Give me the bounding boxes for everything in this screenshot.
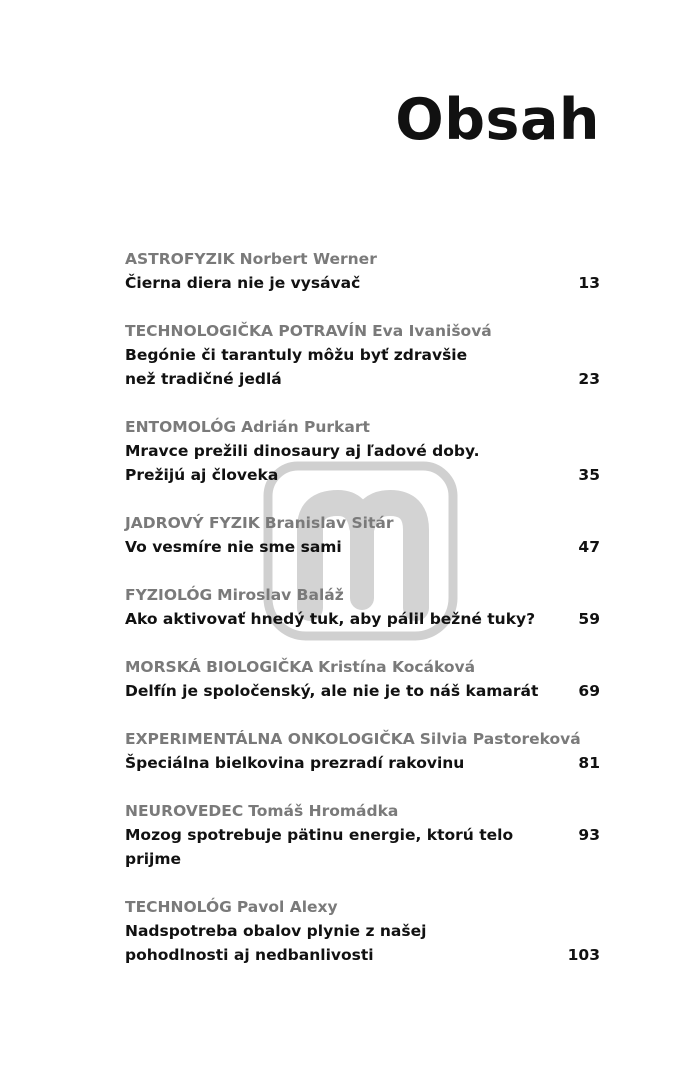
entry-title: Vo vesmíre nie sme sami xyxy=(125,538,342,556)
entry-title-line xyxy=(125,607,600,631)
page-number: 13 xyxy=(578,274,600,292)
author-name: Silvia Pastoreková xyxy=(419,730,581,748)
entry-title-line xyxy=(125,535,600,559)
entry-author xyxy=(125,319,600,343)
entry-title-line xyxy=(125,367,600,391)
entry-title-line xyxy=(125,271,600,295)
author-name: Eva Ivanišová xyxy=(372,322,492,340)
author-role: MORSKÁ BIOLOGIČKA xyxy=(125,658,314,676)
page-number: 69 xyxy=(578,682,600,700)
entry-author xyxy=(125,511,600,535)
entry-title: Špeciálna bielkovina prezradí rakovinu xyxy=(125,754,465,772)
author-name: Branislav Sitár xyxy=(264,514,394,532)
author-name: Adrián Purkart xyxy=(241,418,370,436)
page-number: 103 xyxy=(567,946,600,964)
page-number: 23 xyxy=(578,370,600,388)
entry-title: Prežijú aj človeka xyxy=(125,466,279,484)
entry-title-line xyxy=(125,439,600,463)
author-role: NEUROVEDEC xyxy=(125,802,244,820)
author-name: Kristína Kocáková xyxy=(318,658,476,676)
toc-entry[interactable] xyxy=(125,511,600,559)
entry-author xyxy=(125,895,600,919)
author-role: TECHNOLÓG xyxy=(125,898,232,916)
entry-title-line xyxy=(125,679,600,703)
toc-entry[interactable] xyxy=(125,415,600,487)
author-name: Norbert Werner xyxy=(239,250,377,268)
entry-title: Begónie či tarantuly môžu byť zdravšie xyxy=(125,346,468,364)
entry-title-line xyxy=(125,751,600,775)
author-role: ASTROFYZIK xyxy=(125,250,235,268)
author-role: TECHNOLOGIČKA POTRAVÍN xyxy=(125,322,368,340)
toc-entry[interactable] xyxy=(125,655,600,703)
toc-entry[interactable] xyxy=(125,319,600,391)
entry-title: Delfín je spoločenský, ale nie je to náš kamarát xyxy=(125,682,539,700)
entry-title: Ako aktivovať hnedý tuk, aby pálil bežné tuky? xyxy=(125,610,536,628)
entry-title: Čierna diera nie je vysávač xyxy=(125,274,361,292)
entry-author xyxy=(125,655,600,679)
page-title: Obsah xyxy=(395,87,600,153)
page-number: 81 xyxy=(578,754,600,772)
entry-title-line xyxy=(125,463,600,487)
author-role: ENTOMOLÓG xyxy=(125,418,237,436)
toc-entry[interactable] xyxy=(125,583,600,631)
entry-author xyxy=(125,247,600,271)
entry-author xyxy=(125,583,600,607)
author-name: Miroslav Baláž xyxy=(217,586,344,604)
table-of-contents xyxy=(125,247,600,991)
entry-title-line xyxy=(125,919,600,943)
page-number: 59 xyxy=(578,610,600,628)
toc-entry[interactable] xyxy=(125,727,600,775)
entry-title: Mozog spotrebuje pätinu energie, ktorú telo prijme xyxy=(125,826,514,868)
entry-title-line xyxy=(125,943,600,967)
entry-title-line xyxy=(125,823,600,871)
entry-title: pohodlnosti aj nedbanlivosti xyxy=(125,946,374,964)
entry-title: Nadspotreba obalov plynie z našej xyxy=(125,922,427,940)
entry-title: Mravce prežili dinosaury aj ľadové doby. xyxy=(125,442,480,460)
toc-entry[interactable] xyxy=(125,247,600,295)
author-role: FYZIOLÓG xyxy=(125,586,213,604)
entry-author xyxy=(125,415,600,439)
entry-title: než tradičné jedlá xyxy=(125,370,282,388)
page-number: 47 xyxy=(578,538,600,556)
entry-author xyxy=(125,799,600,823)
author-name: Tomáš Hromádka xyxy=(248,802,399,820)
page-number: 93 xyxy=(578,826,600,844)
page-number: 35 xyxy=(578,466,600,484)
toc-entry[interactable] xyxy=(125,895,600,967)
author-role: EXPERIMENTÁLNA ONKOLOGIČKA xyxy=(125,730,415,748)
entry-author xyxy=(125,727,600,751)
entry-title-line xyxy=(125,343,600,367)
toc-entry[interactable] xyxy=(125,799,600,871)
author-role: JADROVÝ FYZIK xyxy=(125,514,260,532)
author-name: Pavol Alexy xyxy=(236,898,338,916)
